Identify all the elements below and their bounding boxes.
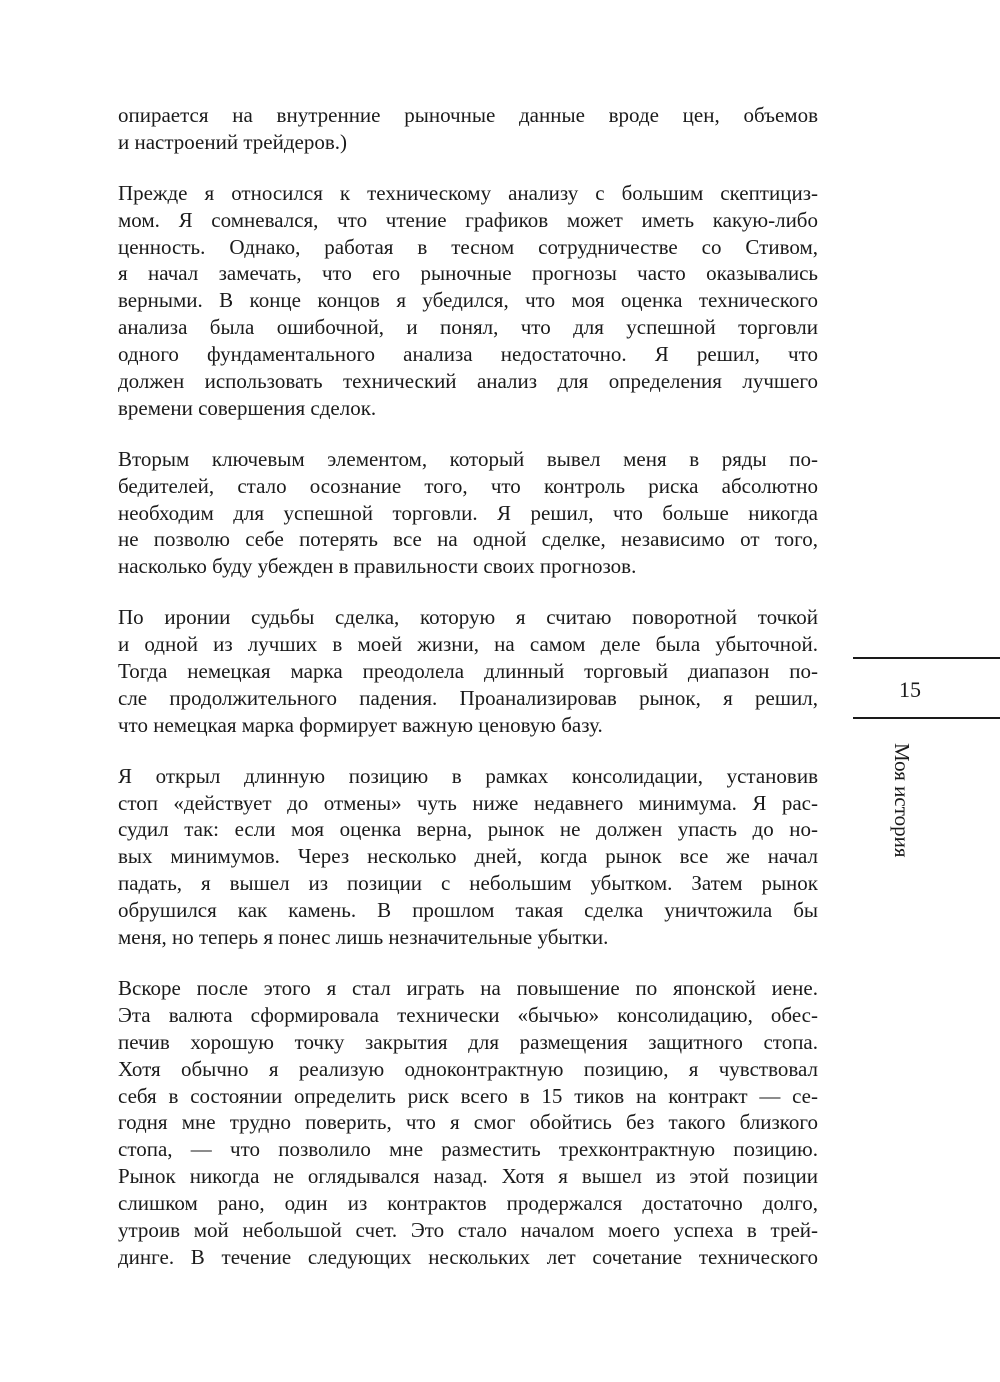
text-line: стоп «действует до отмены» чуть ниже недавнего минимума. Я рас- bbox=[118, 790, 818, 815]
body-text bbox=[118, 102, 818, 1295]
text-line: утроив мой небольшой счет. Это стало началом моего успеха в трей- bbox=[118, 1217, 818, 1242]
paragraph bbox=[118, 604, 818, 738]
page-tab-bottom-rule bbox=[853, 717, 1000, 719]
paragraph bbox=[118, 180, 818, 422]
paragraph bbox=[118, 975, 818, 1271]
paragraph bbox=[118, 446, 818, 580]
paragraph bbox=[118, 102, 818, 156]
text-line: судил так: если моя оценка верна, рынок не должен упасть до но- bbox=[118, 817, 818, 842]
text-line: Прежде я относился к техническому анализу с большим скептициз- bbox=[118, 180, 818, 205]
text-line: времени совершения сделок. bbox=[118, 395, 377, 420]
text-line: Рынок никогда не оглядывался назад. Хотя я вышел из этой позиции bbox=[118, 1164, 818, 1189]
text-line: насколько буду убежден в правильности своих прогнозов. bbox=[118, 554, 637, 579]
text-line: себя в состоянии определить риск всего в 15 тиков на контракт — се- bbox=[118, 1083, 818, 1108]
text-line: Вскоре после этого я стал играть на повышение по японской иене. bbox=[118, 975, 818, 1000]
text-line: одного фундаментального анализа недостаточно. Я решил, что bbox=[118, 342, 818, 367]
text-line: Эта валюта сформировала технически «бычью» консолидацию, обес- bbox=[118, 1002, 818, 1027]
text-line: обрушился как камень. В прошлом такая сделка уничтожила бы bbox=[118, 898, 818, 923]
text-line: и одной из лучших в моей жизни, на самом деле была убыточной. bbox=[118, 632, 818, 657]
text-line: верными. В конце концов я убедился, что моя оценка технического bbox=[118, 288, 818, 313]
text-line: Тогда немецкая марка преодолела длинный торговый диапазон по- bbox=[118, 659, 818, 684]
text-line: Хотя обычно я реализую одноконтрактную позицию, я чувствовал bbox=[118, 1056, 818, 1081]
page-number: 15 bbox=[899, 677, 921, 702]
text-line: не позволю себе потерять все на одной сделке, независимо от того, bbox=[118, 527, 818, 552]
page-tab-top-rule bbox=[853, 657, 1000, 659]
paragraph bbox=[118, 763, 818, 951]
text-line: и настроений трейдеров.) bbox=[118, 129, 348, 154]
text-line: стопа, — что позволило мне разместить трехконтрактную позицию. bbox=[118, 1137, 818, 1162]
text-line: должен использовать технический анализ для определения лучшего bbox=[118, 369, 818, 394]
text-line: анализа была ошибочной, и понял, что для успешной торговли bbox=[118, 315, 818, 340]
text-line: годня мне трудно поверить, что я смог обойтись без такого близкого bbox=[118, 1110, 818, 1135]
text-line: слишком рано, один из контрактов продержался достаточно долго, bbox=[118, 1191, 818, 1216]
text-line: печив хорошую точку закрытия для размещения защитного стопа. bbox=[118, 1029, 818, 1054]
text-line: необходим для успешной торговли. Я решил, что больше никогда bbox=[118, 500, 818, 525]
running-title: Моя история bbox=[890, 743, 914, 858]
text-line: падать, я вышел из позиции с небольшим убытком. Затем рынок bbox=[118, 871, 818, 896]
text-line: По иронии судьбы сделка, которую я считаю поворотной точкой bbox=[118, 605, 818, 630]
text-line: опирается на внутренние рыночные данные вроде цен, объемов bbox=[118, 103, 818, 127]
text-line: меня, но теперь я понес лишь незначительные убытки. bbox=[118, 925, 609, 950]
text-line: мом. Я сомневался, что чтение графиков может иметь какую-либо bbox=[118, 207, 818, 232]
text-line: я начал замечать, что его рыночные прогнозы часто оказывались bbox=[118, 261, 818, 286]
text-line: бедителей, стало осознание того, что контроль риска абсолютно bbox=[118, 473, 818, 498]
text-line: Вторым ключевым элементом, который вывел меня в ряды по- bbox=[118, 446, 818, 471]
text-line: вых минимумов. Через несколько дней, когда рынок все же начал bbox=[118, 844, 818, 869]
text-line: что немецкая марка формирует важную ценовую базу. bbox=[118, 712, 603, 737]
text-line: ценность. Однако, работая в тесном сотрудничестве со Стивом, bbox=[118, 234, 818, 259]
text-line: Я открыл длинную позицию в рамках консолидации, установив bbox=[118, 763, 818, 788]
text-line: динге. В течение следующих нескольких лет сочетание технического bbox=[118, 1244, 818, 1269]
text-line: сле продолжительного падения. Проанализировав рынок, я решил, bbox=[118, 685, 818, 710]
